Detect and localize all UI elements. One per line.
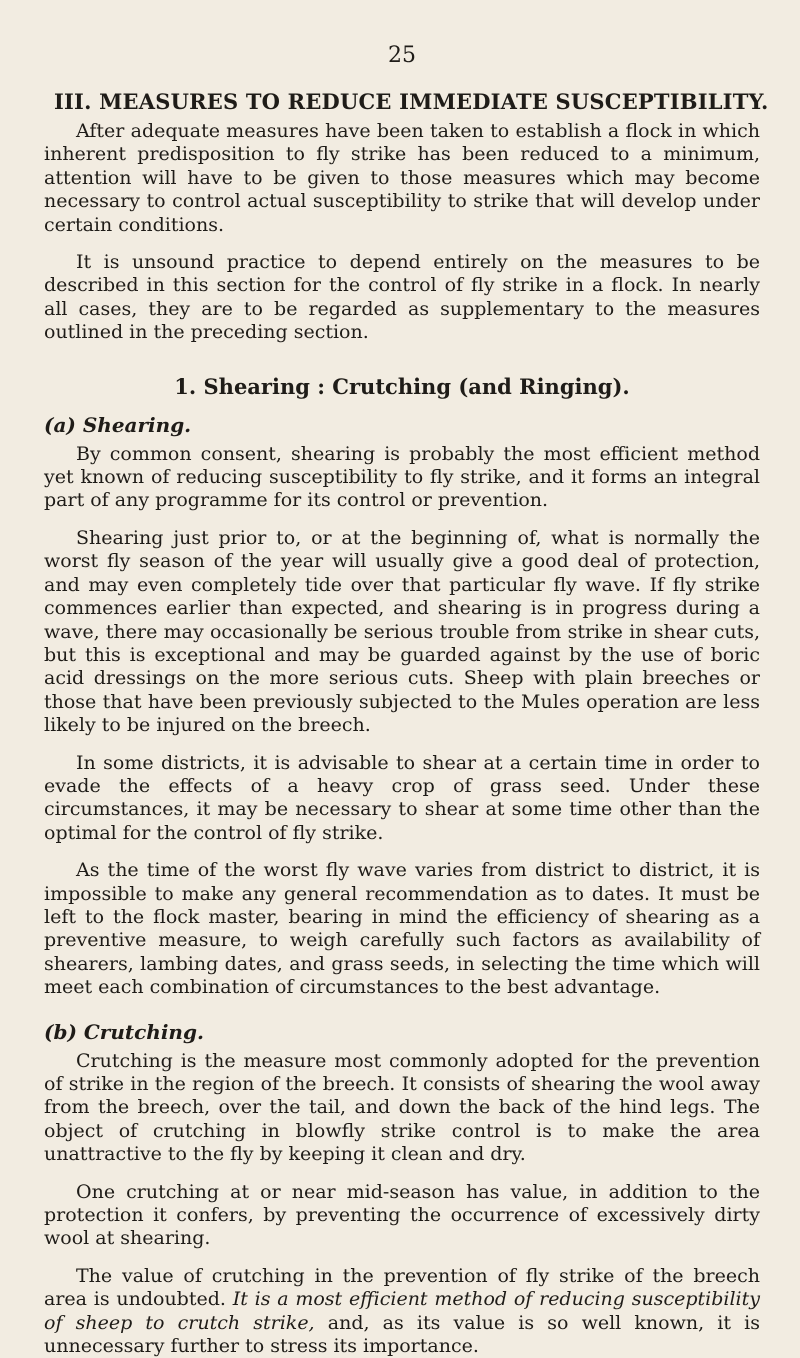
intro-paragraph-2: It is unsound practice to depend entirely on the measures to be described in this section for the control of fly strike in a flock. In nearly all cases, they are to be regarded as supplementary to the measures outlined in the preceding section.: [44, 251, 760, 344]
page-number: 25: [388, 43, 416, 68]
crutching-paragraph-3-start: The value of crutching in the prevention of fly strike of the breech area is undoubted.: [44, 1264, 760, 1311]
shearing-paragraph-2: Shearing just prior to, or at the beginning of, what is normally the worst fly season of the year will usually give a good deal of protection, and may even completely tide over that particular fly wave. If fly strike commences earlier than expected, and shearing is in progress during a wave, there may occasionally be serious trouble from strike in shear cuts, but this is exceptional and may be guarded against by the use of boric acid dressings on the more serious cuts. Sheep with plain breeches or those that have been previously subjected to the Mules operation are less likely to be injured on the breech.: [44, 526, 760, 737]
crutching-paragraph-1: Crutching is the measure most commonly adopted for the prevention of strike in the region of the breech. It consists of shearing the wool away from the breech, over the tail, and down the back of the hind legs. The object of crutching in blowfly strike control is to make the area unattractive to the fly by keeping it clean and dry.: [44, 1049, 760, 1166]
intro-paragraph-1: After adequate measures have been taken to establish a flock in which inherent predisposition to fly strike has been reduced to a minimum, attention will have to be given to those measures which may become necessary to control actual susceptibility to strike that will develop under certain conditions.: [44, 120, 760, 236]
section-heading-shearing-crutching: 1. Shearing : Crutching (and Ringing).: [174, 373, 630, 399]
subsection-heading-crutching: (b) Crutching.: [44, 1019, 204, 1044]
shearing-paragraph-4: As the time of the worst fly wave varies from district to district, it is impossible to make any general recommendation as to dates. It must be left to the flock master, bearing in mind the efficiency of shearing as a preventive measure, to weigh carefully such factors as availability of shearers, lambing dates, and grass seeds, in selecting the time which will meet each combination of circumstances to the best advantage.: [44, 859, 760, 999]
crutching-paragraph-3: [44, 1265, 760, 1358]
shearing-paragraph-3: In some districts, it is advisable to shear at a certain time in order to evade the effects of a heavy crop of grass seed. Under these circumstances, it may be necessary to shear at some time other than the optimal for the control of fly strike.: [44, 751, 760, 844]
shearing-paragraph-1: By common consent, shearing is probably the most efficient method yet known of reducing susceptibility to fly strike, and it forms an integral part of any programme for its control or prevention.: [44, 442, 760, 512]
chapter-heading: III. MEASURES TO REDUCE IMMEDIATE SUSCEPTIBILITY.: [54, 89, 769, 114]
crutching-paragraph-3-end: and, as its value is so well known, it is unnecessary further to stress its importance.: [44, 1311, 760, 1358]
crutching-paragraph-2: One crutching at or near mid-season has value, in addition to the protection it confers, by preventing the occurrence of excessively dirty wool at shearing.: [44, 1180, 760, 1250]
subsection-heading-shearing: (a) Shearing.: [44, 412, 192, 437]
crutching-paragraph-3-italic: It is a most efficient method of reducing susceptibility of sheep to crutch strike,: [44, 1288, 760, 1334]
